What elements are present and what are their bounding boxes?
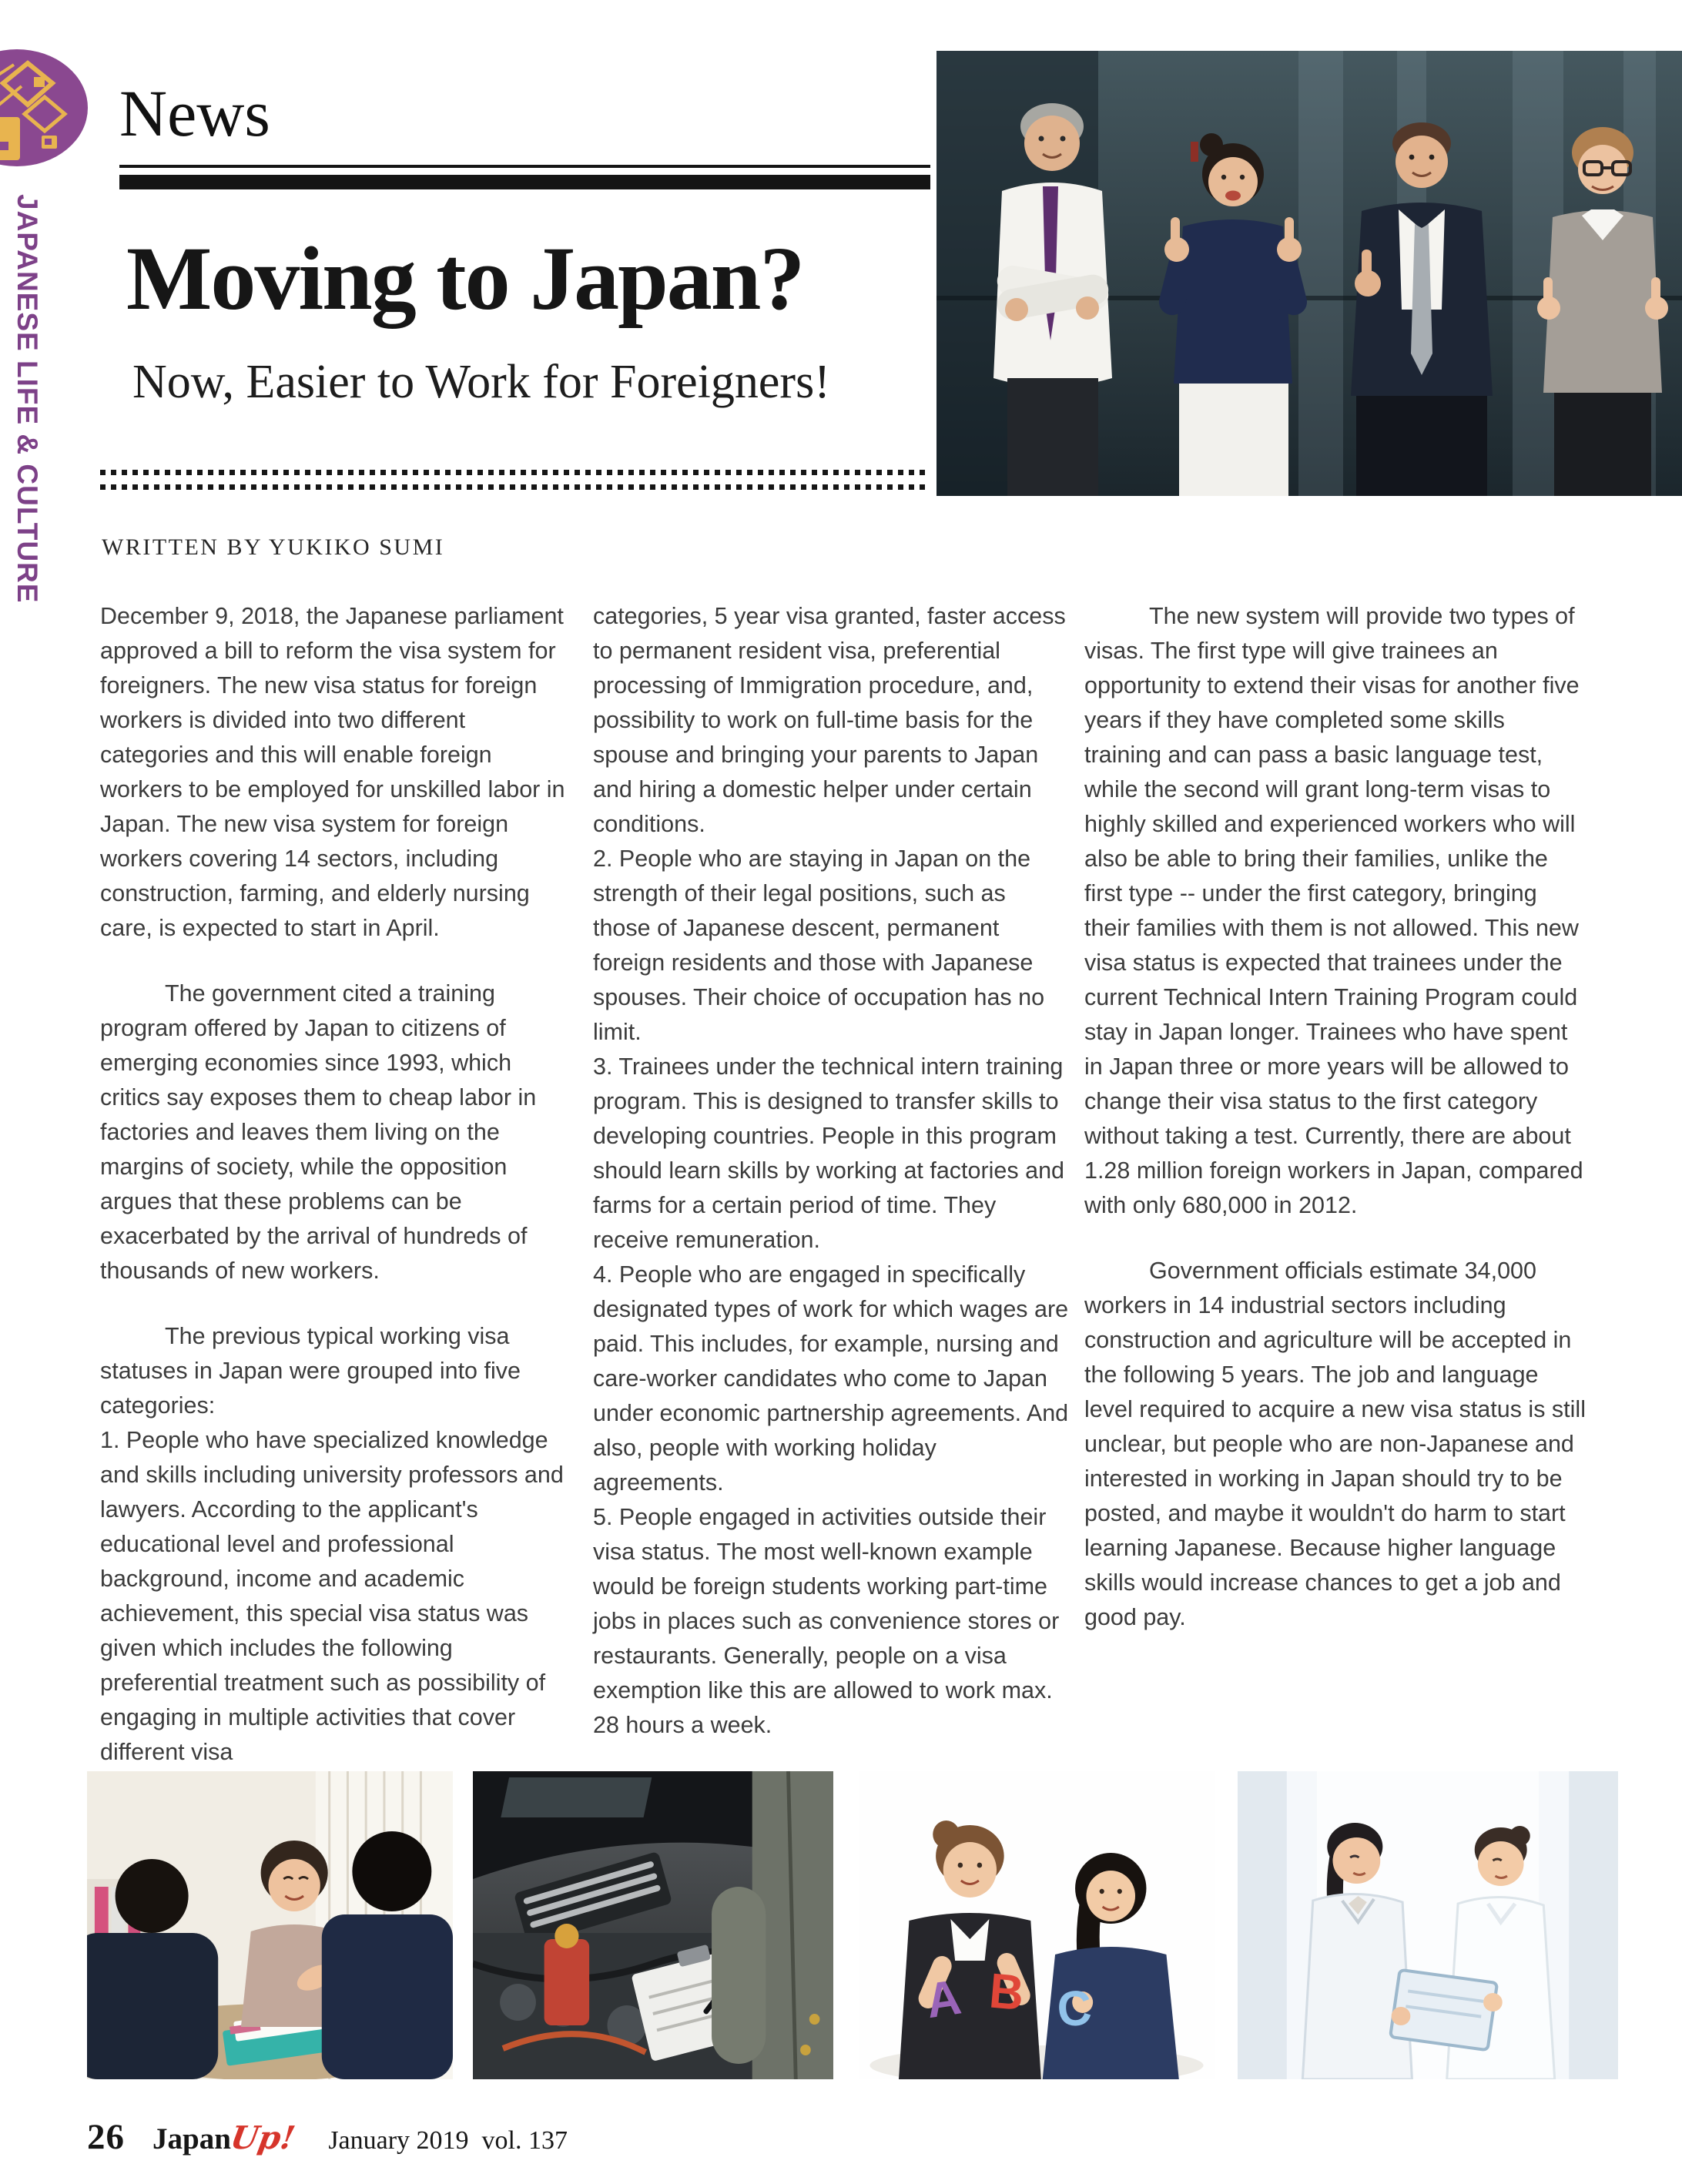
article-subtitle: Now, Easier to Work for Foreigners!: [132, 356, 830, 408]
paragraph: December 9, 2018, the Japanese parliament approved a bill to reform the visa system for foreigners. The new visa status for foreign workers is divided into two different categories and this will enable foreign workers to be employed for unskilled labor in Japan. The new visa system for foreign workers covering 14 sectors, including construction, farming, and elderly nursing care, is expected to start in April.: [100, 603, 565, 941]
byline: WRITTEN BY YUKIKO SUMI: [102, 534, 445, 560]
letter-c: C: [1055, 1980, 1094, 2038]
paragraph: The new system will provide two types of visas. The first type will give trainees an opportunity to extend their visas for another five years if they have completed some skills training and can pass a basic language test, while the second will grant long-term visas to highly skilled and experienced workers who will also be able to bring their families, unlike the first type -- under the first category, bringing their families with them is not allowed. This new visa status is expected that trainees under the current Technical Intern Training Program could stay in Japan longer. Trainees who have spent in Japan three or more years will be allowed to change their visa status to the first category without taking a test. Currently, there are about 1.28 million foreign workers in Japan, compared with only 680,000 in 2012.: [1084, 603, 1583, 1218]
magazine-name: Japan: [152, 2122, 231, 2156]
photo-car-mechanic: [473, 1771, 833, 2079]
dotted-separator: [100, 470, 930, 491]
photo-business-meeting: [87, 1771, 453, 2079]
sidebar-category-label: JAPANESE LIFE & CULTURE: [12, 194, 43, 604]
paragraph: 1. People who have specialized knowledge and skills including university professors and lawyers. According to the applicant's educational level and professional background, income and academic achievement, this special visa status was given which includes the following preferential treatment such as possibility of engaging in multiple activities that cover different visa: [100, 1427, 564, 1765]
article-title: Moving to Japan?: [126, 228, 804, 329]
photo-medical-staff: [1238, 1771, 1618, 2079]
section-heading: News: [119, 76, 270, 150]
text-column-2: [593, 599, 1069, 1743]
paragraph: Government officials estimate 34,000 workers in 14 industrial sectors including construction and agriculture will be accepted in the following 5 years. The job and language level required to acquire a new visa status is still unclear, but people who are non-Japanese and interested in working in Japan should try to be posted, and maybe it wouldn't do harm to start learning Japanese. Because higher language skills would increase chances to get a job and good pay.: [1084, 1258, 1586, 1630]
magazine-name-accent: Up!: [227, 2119, 298, 2156]
letter-a: A: [923, 1969, 965, 2029]
page-footer: [87, 2116, 568, 2158]
paragraph: 4. People who are engaged in specifically designated types of work for which wages are paid. This includes, for example, nursing and care-worker candidates who come to Japan under economic partnership agreements. And also, people with working holiday agreements.: [593, 1261, 1069, 1496]
paragraph: 2. People who are staying in Japan on the strength of their legal positions, such as those of Japanese descent, permanent foreign residents and those with Japanese spouses. Their choice of occupation has no limit.: [593, 846, 1045, 1045]
header-rule-thick: [119, 175, 930, 189]
photo-language-lesson: [859, 1771, 1215, 2079]
issue-info: January 2019 vol. 137: [328, 2126, 568, 2155]
paragraph: categories, 5 year visa granted, faster access to permanent resident visa, preferential processing of Immigration procedure, and, possibility to work on full-time basis for the spouse and bringing your parents to Japan and hiring a domestic helper under certain conditions.: [593, 603, 1066, 837]
header-rule-thin: [119, 165, 930, 168]
paragraph: 5. People engaged in activities outside their visa status. The most well-known example would be foreign students working part-time jobs in places such as convenience stores or restaurants. Generally, people on a visa exemption like this are allowed to work max. 28 hours a week.: [593, 1504, 1060, 1738]
page-number: 26: [87, 2117, 125, 2157]
letter-b: B: [987, 1963, 1027, 2022]
paragraph: The previous typical working visa statuses in Japan were grouped into five categories:: [100, 1323, 521, 1419]
text-column-1: [100, 599, 576, 1770]
hero-photo: [936, 51, 1682, 496]
paragraph: The government cited a training program offered by Japan to citizens of emerging economies since 1993, which critics say exposes them to cheap labor in factories and leaves them living on the margins of society, while the opposition argues that these problems can be exacerbated by the arrival of hundreds of thousands of new workers.: [100, 980, 537, 1284]
text-column-3: [1084, 599, 1587, 1635]
paragraph: 3. Trainees under the technical intern training program. This is designed to transfer skills to developing countries. People in this program should learn skills by working at factories and farms for a certain period of time. They receive remuneration.: [593, 1053, 1064, 1253]
category-logo: [0, 49, 89, 166]
